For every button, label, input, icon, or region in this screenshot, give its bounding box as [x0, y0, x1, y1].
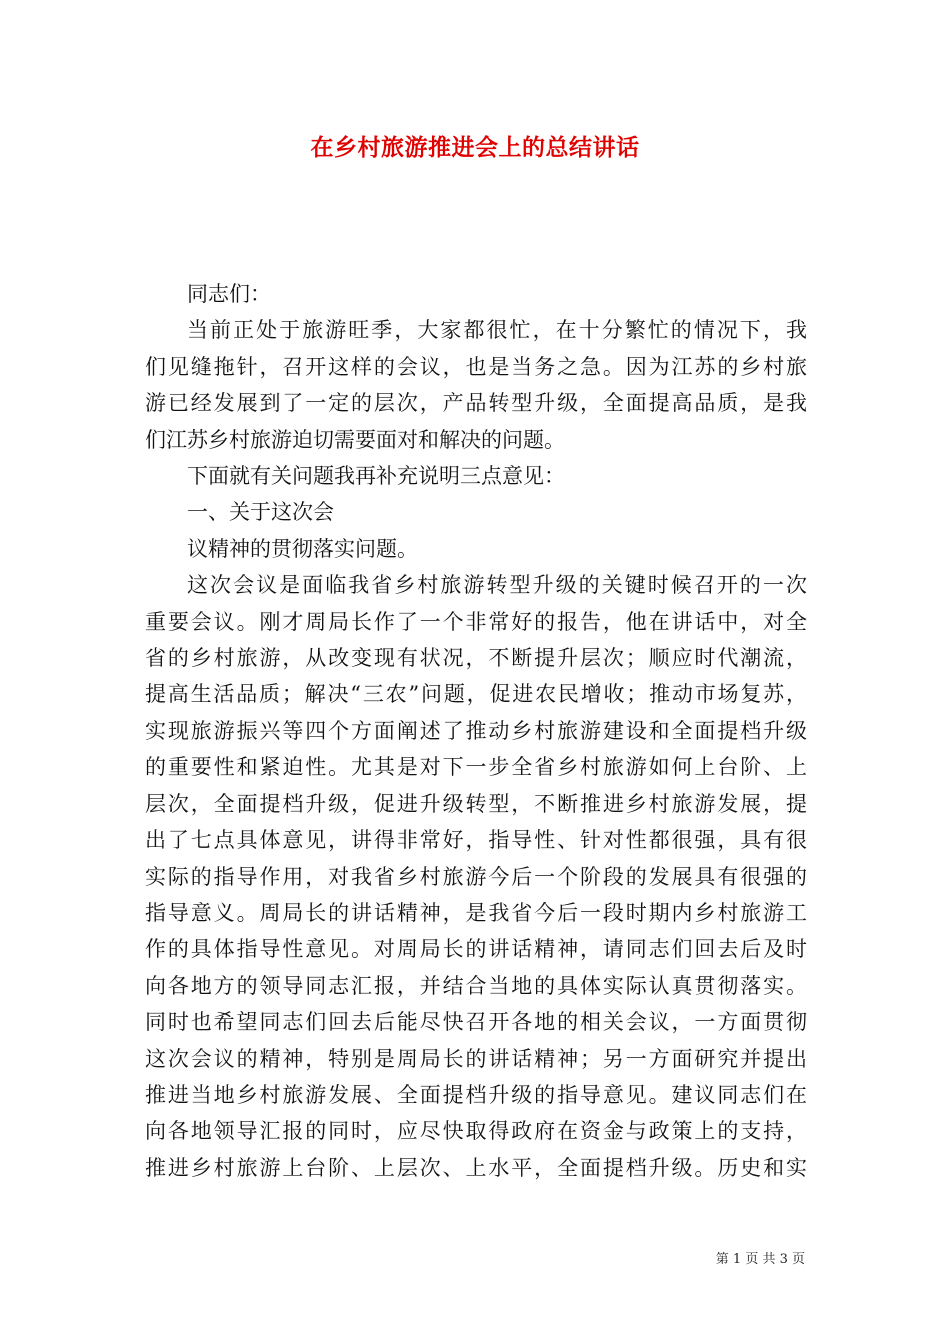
text-line: 提高生活品质；解决“三农”问题，促进农民增收；推动市场复苏， [145, 682, 807, 707]
text-line: 的重要性和紧迫性。尤其是对下一步全省乡村旅游如何上台阶、上 [145, 755, 807, 780]
text-line: 推进当地乡村旅游发展、全面提档升级的指导意见。建议同志们在 [145, 1082, 807, 1107]
text-line: 一、关于这次会 [187, 500, 334, 525]
text-line: 议精神的贯彻落实问题。 [187, 536, 418, 561]
document-body [145, 276, 807, 1186]
text-line: 这次会议是面临我省乡村旅游转型升级的关键时候召开的一次 [187, 573, 807, 598]
text-line: 作的具体指导性意见。对周局长的讲话精神，请同志们回去后及时 [145, 937, 807, 962]
text-line: 这次会议的精神，特别是周局长的讲话精神；另一方面研究并提出 [145, 1046, 807, 1071]
text-line: 们见缝拖针，召开这样的会议，也是当务之急。因为江苏的乡村旅 [145, 354, 807, 379]
text-line: 当前正处于旅游旺季，大家都很忙，在十分繁忙的情况下，我 [187, 318, 807, 343]
text-line: 向各地领导汇报的同时，应尽快取得政府在资金与政策上的支持， [145, 1119, 807, 1144]
text-line: 实现旅游振兴等四个方面阐述了推动乡村旅游建设和全面提档升级 [145, 718, 807, 743]
text-line: 下面就有关问题我再补充说明三点意见： [187, 464, 565, 489]
text-line: 层次，全面提档升级，促进升级转型，不断推进乡村旅游发展，提 [145, 791, 807, 816]
text-line: 同时也希望同志们回去后能尽快召开各地的相关会议，一方面贯彻 [145, 1010, 807, 1035]
text-line: 重要会议。刚才周局长作了一个非常好的报告，他在讲话中，对全 [145, 609, 807, 634]
text-line: 出了七点具体意见，讲得非常好，指导性、针对性都很强，具有很 [145, 828, 807, 853]
text-line: 推进乡村旅游上台阶、上层次、上水平，全面提档升级。历史和实 [145, 1155, 807, 1180]
text-line: 游已经发展到了一定的层次，产品转型升级，全面提高品质，是我 [145, 391, 807, 416]
text-line: 省的乡村旅游，从改变现有状况，不断提升层次；顺应时代潮流， [145, 646, 807, 671]
text-line: 同志们： [187, 282, 271, 306]
text-line: 向各地方的领导同志汇报，并结合当地的具体实际认真贯彻落实。 [145, 973, 807, 998]
text-line: 指导意义。周局长的讲话精神，是我省今后一段时期内乡村旅游工 [145, 900, 807, 925]
text-line: 实际的指导作用，对我省乡村旅游今后一个阶段的发展具有很强的 [145, 864, 807, 889]
document-title: 在乡村旅游推进会上的总结讲话 [310, 134, 640, 161]
page-number-footer: 第 1 页 共 3 页 [715, 1252, 805, 1267]
text-line: 们江苏乡村旅游迫切需要面对和解决的问题。 [145, 427, 565, 452]
